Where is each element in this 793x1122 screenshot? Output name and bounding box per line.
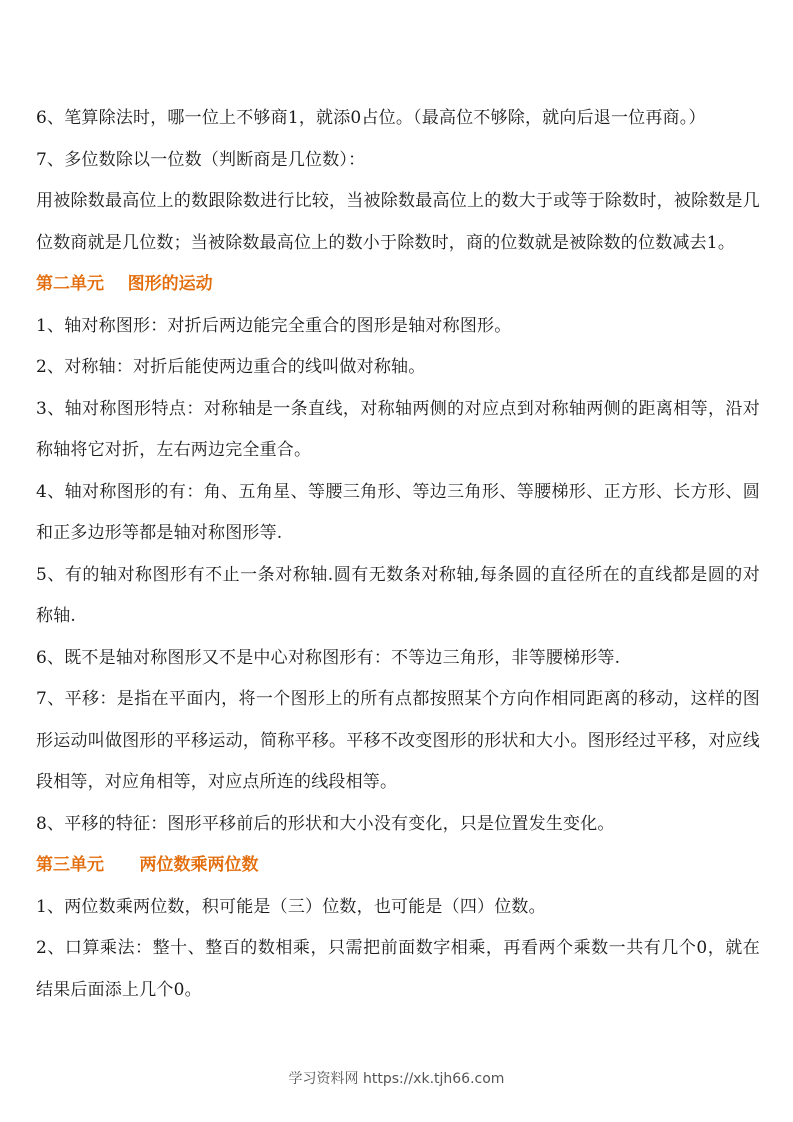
unit2-item-5: 5、有的轴对称图形有不止一条对称轴.圆有无数条对称轴,每条圆的直径所在的直线都是圆的对称轴. [36,564,760,626]
page-footer-watermark: 学习资料网 https://xk.tjh66.com [288,1071,505,1087]
unit1-item-7-explanation: 用被除数最高位上的数跟除数进行比较，当被除数最高位上的数大于或等于除数时，被除数是几位数商就是几位数；当被除数最高位上的数小于除数时，商的位数就是被除数的位数减去1。 [36,191,760,253]
unit2-item-6: 6、既不是轴对称图形又不是中心对称图形有：不等边三角形，非等腰梯形等. [36,647,621,668]
unit2-item-2: 2、对称轴：对折后能使两边重合的线叫做对称轴。 [36,357,426,377]
document-body [36,98,760,1011]
unit3-item-2: 2、口算乘法：整十、整百的数相乘，只需把前面数字相乘，再看两个乘数一共有几个0，就在结果后面添上几个0。 [36,938,760,1000]
unit1-item-7: 7、多位数除以一位数（判断商是几位数）： [36,149,366,170]
unit2-item-8: 8、平移的特征：图形平移前后的形状和大小没有变化，只是位置发生变化。 [36,813,615,834]
unit2-item-1: 1、轴对称图形：对折后两边能完全重合的图形是轴对称图形。 [36,315,512,336]
unit2-item-7: 7、平移：是指在平面内，将一个图形上的所有点都按照某个方向作相同距离的移动，这样的图形运动叫做图形的平移运动，简称平移。平移不改变图形的形状和大小。图形经过平移，对应线段相等，对应角相等，对应点所连的线段相等。 [36,689,760,792]
unit3-item-1: 1、两位数乘两位数，积可能是（三）位数，也可能是（四）位数。 [36,896,546,917]
unit2-heading: 第二单元 图形的运动 [36,274,213,294]
unit1-item-6: 6、笔算除法时，哪一位上不够商1，就添0占位。（最高位不够除，就向后退一位再商。） [36,108,706,128]
unit2-item-4: 4、轴对称图形的有：角、五角星、等腰三角形、等边三角形、等腰梯形、正方形、长方形、圆和正多边形等都是轴对称图形等. [36,481,760,543]
unit2-item-3: 3、轴对称图形特点：对称轴是一条直线，对称轴两侧的对应点到对称轴两侧的距离相等，沿对称轴将它对折，左右两边完全重合。 [36,398,760,460]
unit3-heading: 第三单元 两位数乘两位数 [36,855,259,875]
